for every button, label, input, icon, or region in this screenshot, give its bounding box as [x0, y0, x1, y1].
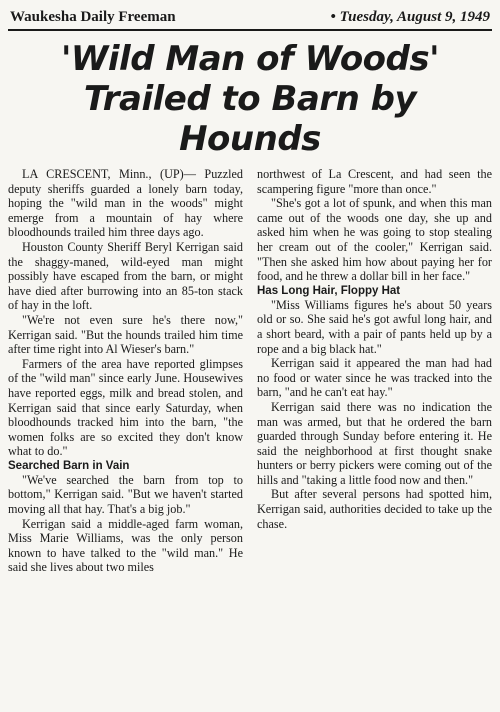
paragraph: "We've searched the barn from top to bottom," Kerrigan said. "But we haven't started moving all that hay. That's a big job." [8, 472, 243, 517]
paragraph: "She's got a lot of spunk, and when this man came out of the woods one day, she up and asked him when he was going to stop stealing her cream out of the cooler," Kerrigan said. "Then she asked him how about paying her for food, and he threw a dollar bill in her face." [257, 196, 492, 284]
paragraph: northwest of La Crescent, and had seen the scampering figure "more than once." [257, 167, 492, 196]
paragraph: "We're not even sure he's there now," Kerrigan said. "But the hounds trailed him time after time right into Al Wieser's barn." [8, 312, 243, 357]
paragraph: Kerrigan said a middle-aged farm woman, Miss Marie Williams, was the only person known to have talked to the "wild man." He said she lives about two miles [8, 516, 243, 575]
paragraph: Farmers of the area have reported glimpses of the "wild man" since early June. Housewives have reported eggs, milk and bread stolen, and Kerrigan said that since early Saturday, when bloodhounds tracked him into the barn, "the women folks are so excited they don't know what to do." [8, 356, 243, 459]
article-body [8, 167, 492, 575]
masthead [8, 8, 492, 31]
masthead-separator: • [330, 9, 336, 25]
paragraph: But after several persons had spotted him, Kerrigan said, authorities decided to take up the chase. [257, 487, 492, 531]
publication-date [331, 8, 490, 26]
subhead: Has Long Hair, Floppy Hat [257, 284, 401, 297]
paragraph: "Miss Williams figures he's about 50 years old or so. She said he's got awful long hair, and a short beard, with a pair of pants held up by a rope and a big black hat." [257, 297, 492, 356]
paragraph: Kerrigan said it appeared the man had had no food or water since he was tracked into the barn, "and he can't eat hay." [257, 356, 492, 400]
headline [8, 39, 492, 159]
column-right [257, 167, 492, 575]
paragraph: LA CRESCENT, Minn., (UP)— Puzzled deputy sheriffs guarded a lonely barn today, hoping the "wild man in the woods" might emerge from a mountain of hay where bloodhounds trailed him three days ago. [8, 167, 243, 240]
paragraph: Houston County Sheriff Beryl Kerrigan said the shaggy-maned, wild-eyed man might possibly have escaped from the barn, or might have died after burrowing into an 85-ton stack of hay in the loft. [8, 239, 243, 313]
headline-line-1: 'Wild Man of Woods' [60, 39, 440, 79]
headline-line-2: Trailed to Barn by Hounds [83, 79, 417, 159]
newspaper-name: Waukesha Daily Freeman [10, 9, 176, 25]
column-left [8, 167, 243, 575]
paragraph: Kerrigan said there was no indication the man was armed, but that he ordered the barn guarded through Sunday before entering it. He said the neighborhood at first thought snake hunters or berry pickers were coming out of the hills and "taking a little food now and then." [257, 399, 492, 487]
subhead: Searched Barn in Vain [8, 459, 130, 472]
date-text: Tuesday, August 9, 1949 [339, 9, 490, 25]
